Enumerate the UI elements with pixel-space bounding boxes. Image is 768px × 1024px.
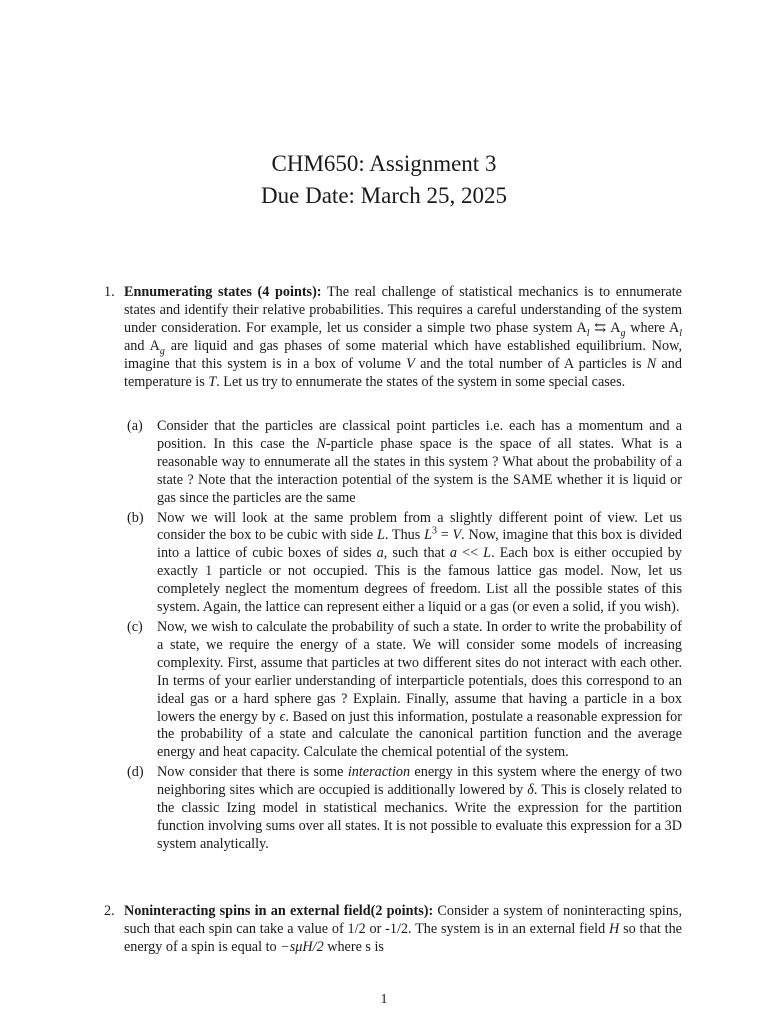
part-label: (c) xyxy=(127,618,143,635)
question-number: 1. xyxy=(104,284,115,300)
text-run: . This is closely related to the classic Izing model in statistical mechanics. Write the expression for the partition function involving sums over all states. It is not possible to evaluate this expression for a 3D system analytically. xyxy=(157,782,682,852)
part-a xyxy=(127,418,682,508)
question-title: Noninteracting spins in an external field(2 points): xyxy=(124,903,434,919)
text-run: so that the energy of a spin is equal to xyxy=(124,920,682,955)
title-due-date: Due Date: March 25, 2025 xyxy=(261,183,507,208)
math-var: L xyxy=(424,527,432,544)
question-2 xyxy=(104,903,682,957)
text-run: -particle phase space is the space of all states. What is a reasonable way to ennumerate all the states in this system ? What about the probability of a state ? Note that the interaction potential of the system is the SAME whether it is liquid or gas since the particles are the same xyxy=(157,435,682,506)
text-run: . Thus xyxy=(384,527,425,544)
math-expression: −sμH/2 xyxy=(280,938,324,955)
text-run: and temperature is xyxy=(124,355,682,390)
text-run: are liquid and gas phases of some material which have established equilibrium. Now, imagine that this system is in a box of volume xyxy=(124,337,682,372)
math-var: ϵ xyxy=(279,708,286,725)
text-run: . Each box is either occupied by exactly 1 particle or not occupied. This is the famous lattice gas model. Now, let us completely neglect the momentum degrees of freedom. List all the possible states of this system. Again, the lattice can represent either a liquid or a gas (or even a solid, if you wish). xyxy=(157,545,682,616)
math-var: H xyxy=(609,920,620,937)
question-1-intro xyxy=(124,284,682,391)
subscript: g xyxy=(159,345,165,357)
text-run: Now consider that there is some xyxy=(157,764,348,781)
question-number: 2. xyxy=(104,903,115,919)
part-c xyxy=(127,619,682,762)
text-run: . Let us try to ennumerate the states of the system in some special cases. xyxy=(216,373,626,390)
text-run: Now we will look at the same problem from a slightly different point of view. Let us consider the box to be cubic with side xyxy=(157,509,682,544)
page-number: 1 xyxy=(380,992,388,1007)
subscript: g xyxy=(620,327,626,339)
math-var: L xyxy=(483,545,492,562)
text-run: The real challenge of statistical mechanics is to ennumerate states and identify their relative probabilities. This requires a careful understanding of the system under consideration. For example, let us consider a simple two phase system A xyxy=(124,284,682,336)
question-1 xyxy=(104,284,682,391)
part-label: (b) xyxy=(127,509,144,526)
question-1-parts xyxy=(127,418,682,856)
math-var: N xyxy=(316,435,326,452)
math-var: δ xyxy=(527,782,534,799)
title-course-assignment: CHM650: Assignment 3 xyxy=(271,151,497,176)
emphasis: interaction xyxy=(347,764,411,781)
subscript: l xyxy=(679,327,682,339)
part-b xyxy=(127,510,682,617)
text-run: Now, we wish to calculate the probability of such a state. In order to write the probability of a state, we require the energy of a state. We will consider some models of increasing complexity. First, assume that particles at two different sites do not interact with each other. In terms of your earlier understanding of interparticle potentials, does this correspond to an ideal gas or a hard sphere gas ? Explain. Finally, assume that having a particle in a box lowers the energy by xyxy=(157,618,682,725)
text-run: where s is xyxy=(323,938,384,955)
part-label: (a) xyxy=(127,418,143,434)
question-title: Ennumerating states (4 points): xyxy=(124,284,322,300)
text-run: Consider that the particles are classical point particles i.e. each has a momentum and a position. In this case the xyxy=(157,418,682,452)
math-var: a xyxy=(376,545,384,562)
text-run: ⇆ A xyxy=(589,319,621,336)
math-var: T xyxy=(208,373,217,390)
part-label: (d) xyxy=(127,764,144,781)
math-var: V xyxy=(406,355,415,372)
math-var: a xyxy=(449,545,457,562)
math-var: V xyxy=(452,527,462,544)
question-2-text xyxy=(124,903,682,957)
superscript: 3 xyxy=(431,525,437,537)
text-run: << xyxy=(456,545,484,562)
text-run: . Based on just this information, postulate a reasonable expression for the probability of a state and calculate the canonical partition function and the average energy and heat capacity. Calculate the chemical potential of the system. xyxy=(157,708,682,761)
math-var: N xyxy=(646,355,657,372)
text-run: where A xyxy=(625,319,680,336)
text-run: and the total number of A particles is xyxy=(414,355,647,372)
text-run: = xyxy=(436,527,453,544)
text-run: , such that xyxy=(383,545,450,562)
text-run: energy in this system where the energy of two neighboring sites which are occupied is additionally lowered by xyxy=(157,764,682,799)
document-title xyxy=(0,148,768,212)
part-d xyxy=(127,764,682,854)
text-run: Consider a system of noninteracting spins, such that each spin can take a value of 1/2 or -1/2. The system is in an external field xyxy=(124,903,682,937)
text-run: . Now, imagine that this box is divided into a lattice of cubic boxes of sides xyxy=(157,527,682,562)
subscript: l xyxy=(586,327,590,339)
math-var: L xyxy=(376,527,385,544)
text-run: and A xyxy=(124,337,160,354)
